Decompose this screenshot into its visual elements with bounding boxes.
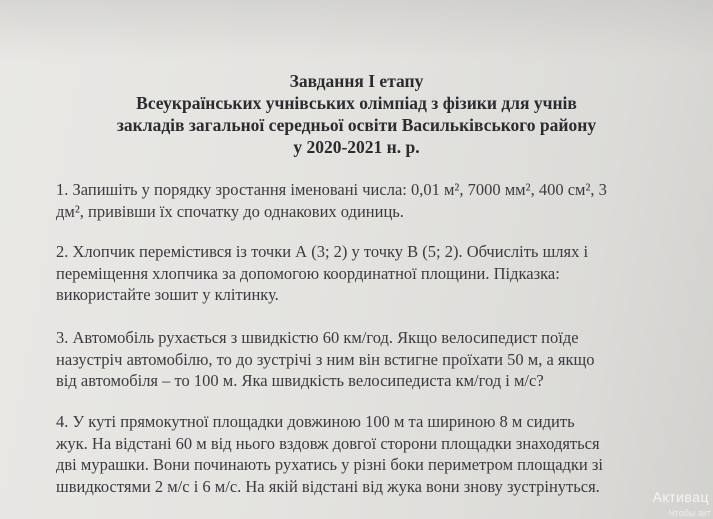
task-3: [56, 327, 676, 392]
task-line: назустріч автомобілю, то до зустрічі з ним він встигне проїхати 50 м, а якщо: [56, 349, 595, 369]
task-line: 2. Хлопчик перемістився із точки А (3; 2) у точку В (5; 2). Обчисліть шлях і: [56, 242, 589, 261]
task-4: [56, 411, 676, 497]
task-2: [56, 241, 676, 306]
task-line: 3. Автомобіль рухається з швидкістю 60 км/год. Якщо велосипедист поїде: [56, 328, 579, 347]
activation-watermark-subtext: Чтобы акт: [668, 508, 711, 518]
task-line: жук. На відстані 60 м від нього вздовж довгої сторони площадки знаходяться: [56, 433, 600, 453]
header-school-year: у 2020-2021 н. р.: [293, 137, 420, 157]
document-header: [0, 70, 713, 158]
task-line: використайте зошит у клітинку.: [56, 285, 279, 304]
page-shadow: [0, 0, 713, 60]
header-title: Завдання І етапу: [289, 71, 424, 91]
task-line: дві мурашки. Вони починають рухатись у різні боки периметром площадки зі: [56, 455, 603, 474]
task-line: швидкостями 2 м/с і 6 м/с. На якій відстані від жука вони знову зустрінуться.: [56, 476, 600, 496]
task-line: від автомобіля – то 100 м. Яка швидкість велосипедиста км/год і м/с?: [56, 371, 544, 390]
header-subtitle-line-2: закладів загальної середньої освіти Васильківського району: [116, 115, 597, 135]
task-line: 4. У куті прямокутної площадки довжиною 100 м та шириною 8 м сидить: [56, 412, 575, 431]
task-line: переміщення хлопчика за допомогою координатної площини. Підказка:: [56, 263, 560, 283]
task-line: дм², привівши їх спочатку до однакових одиниць.: [56, 201, 404, 221]
task-1: [56, 179, 676, 222]
task-line: 1. Запишіть у порядку зростання іменовані числа: 0,01 м², 7000 мм², 400 см², 3: [56, 180, 607, 199]
activation-watermark: Активац: [652, 489, 709, 505]
header-subtitle-line-1: Всеукраїнських учнівських олімпіад з фізики для учнів: [136, 93, 577, 113]
